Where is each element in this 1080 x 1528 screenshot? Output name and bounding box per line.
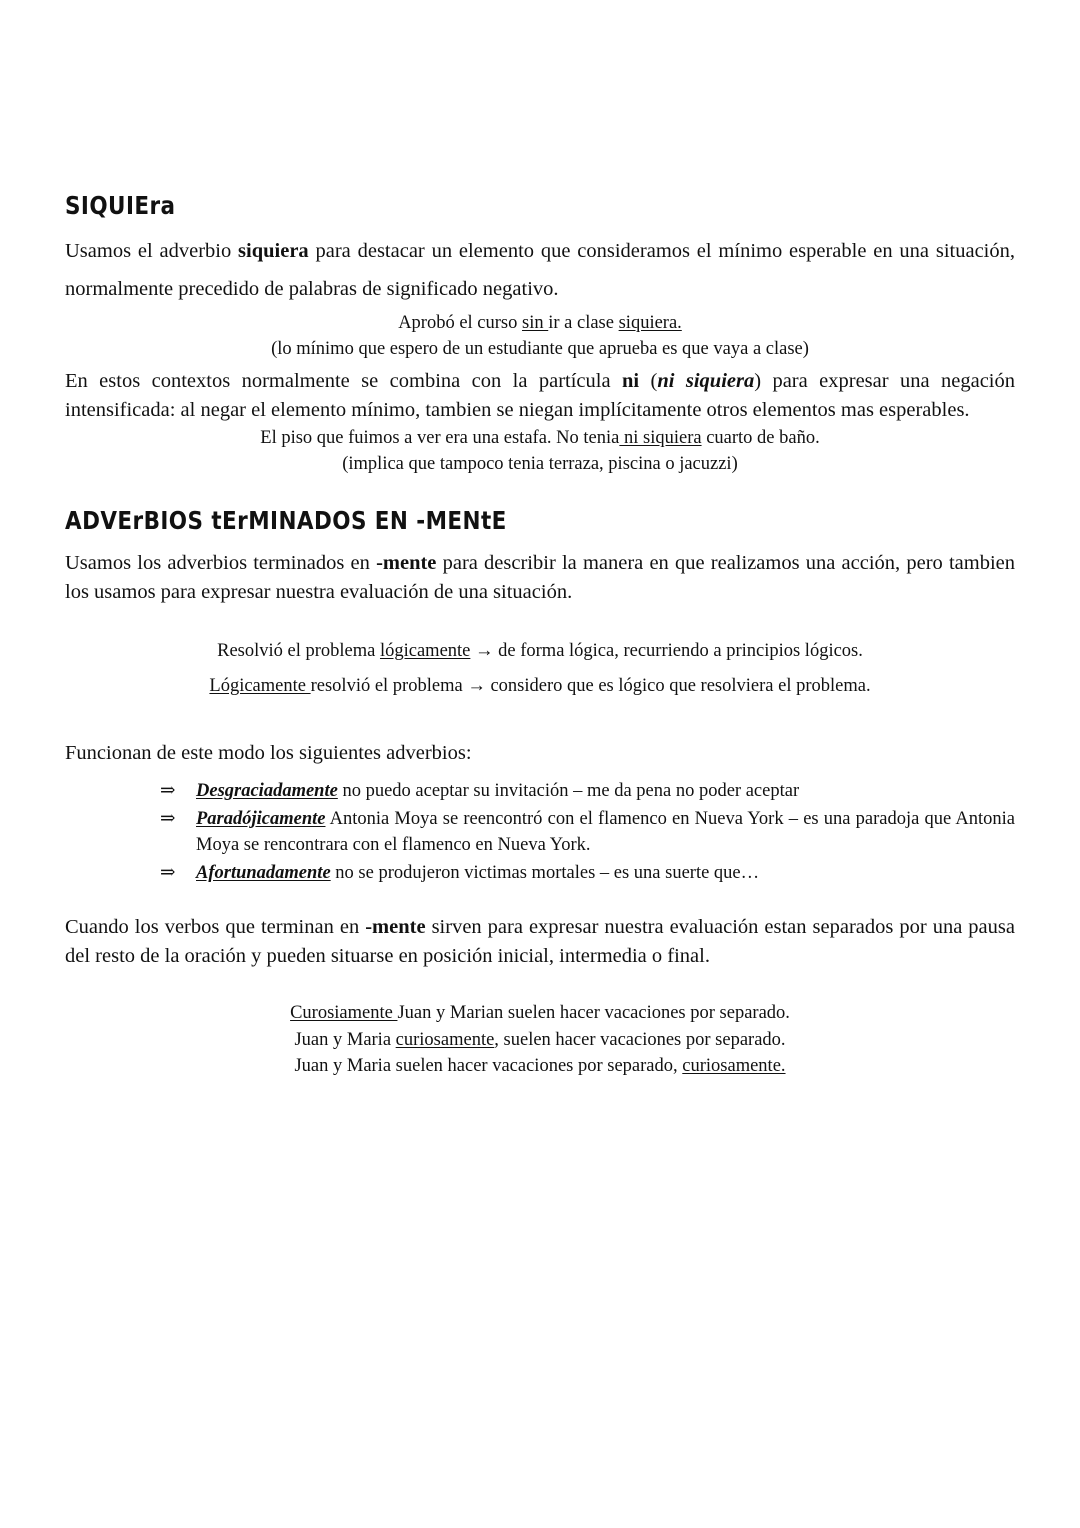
text: para destacar un elemento que consideramos el mínimo esperable en una situación, normalmente precedido de palabras de significado negativo. bbox=[65, 240, 1015, 300]
text: Usamos el adverbio bbox=[65, 240, 239, 262]
underlined-word: lógicamente bbox=[379, 641, 471, 661]
bold-italic-term: ni siquiera bbox=[657, 370, 755, 392]
paragraph-list-intro: Funcionan de este modo los siguientes adverbios: bbox=[65, 742, 472, 764]
text: ir a clase bbox=[548, 313, 619, 333]
underlined-word: siquiera. bbox=[618, 313, 682, 333]
paragraph-ni-siquiera bbox=[65, 367, 1015, 425]
example-sentence bbox=[65, 1000, 1015, 1027]
text: Usamos los adverbios terminados en bbox=[65, 552, 377, 574]
underlined-word: Lógicamente bbox=[209, 676, 311, 696]
paragraph-mente-definition bbox=[65, 549, 1015, 607]
paragraph-siquiera-definition bbox=[65, 232, 1015, 308]
list-item bbox=[160, 806, 1015, 858]
text: En estos contextos normalmente se combina con la partícula bbox=[65, 370, 622, 392]
example-sentence bbox=[65, 669, 1015, 704]
text: ( bbox=[639, 370, 658, 392]
example-block-1 bbox=[65, 310, 1015, 362]
bold-term: ni bbox=[622, 370, 640, 392]
list-item-text bbox=[196, 860, 1015, 886]
arrow-right-icon: → bbox=[470, 641, 499, 661]
list-item-text bbox=[196, 778, 1015, 804]
double-arrow-icon: ⇒ bbox=[160, 863, 176, 883]
text: para describir la manera en que realizamos una acción, pero tambien los usamos para expresar nuestra evaluación de una situación. bbox=[65, 552, 1015, 603]
underlined-word: ni siquiera bbox=[619, 428, 702, 448]
text: considero que es lógico que resolviera el problema. bbox=[490, 676, 871, 696]
keyword: Afortunadamente bbox=[196, 863, 331, 883]
list-item bbox=[160, 860, 1015, 886]
underlined-word: curiosamente bbox=[395, 1029, 495, 1050]
example-note: (lo mínimo que espero de un estudiante que aprueba es que vaya a clase) bbox=[271, 339, 809, 359]
adverb-list bbox=[160, 778, 1015, 886]
keyword: Desgraciadamente bbox=[196, 781, 338, 801]
text: Cuando los verbos que terminan en bbox=[65, 916, 366, 938]
underlined-word: sin bbox=[522, 313, 549, 333]
example-sentence bbox=[65, 425, 1015, 451]
text: Juan y Marian suelen hacer vacaciones por separado. bbox=[397, 1003, 790, 1023]
bold-term: siquiera bbox=[238, 240, 309, 262]
keyword: Paradójicamente bbox=[196, 809, 326, 829]
text: ) para expresar una negación intensificada: al negar el elemento mínimo, tambien se niegan implícitamente otros elementos mas esperables. bbox=[65, 370, 1015, 421]
underlined-word: curiosamente. bbox=[682, 1056, 786, 1076]
section-title-adverbios-mente: ADVErBIOS tErMINADOS EN -MENtE bbox=[65, 506, 507, 535]
list-item bbox=[160, 778, 1015, 804]
text: Aprobó el curso bbox=[398, 313, 523, 333]
example-sentence bbox=[65, 1053, 1015, 1080]
bold-term: -mente bbox=[365, 916, 426, 938]
underlined-word: Curosiamente bbox=[290, 1003, 398, 1023]
text: cuarto de baño. bbox=[701, 428, 820, 448]
text: de forma lógica, recurriendo a principios lógicos. bbox=[498, 641, 863, 661]
arrow-right-icon: → bbox=[462, 676, 491, 696]
text: sirven para expresar nuestra evaluación estan separados por una pausa del resto de la oración y pueden situarse en posición inicial, intermedia o final. bbox=[65, 916, 1015, 967]
example-sentence bbox=[65, 310, 1015, 336]
example-block-2 bbox=[65, 425, 1015, 477]
text: , suelen hacer vacaciones por separado. bbox=[494, 1029, 786, 1050]
paragraph-position bbox=[65, 913, 1015, 971]
text: no se produjeron victimas mortales – es una suerte que… bbox=[330, 863, 760, 883]
text: Juan y Maria suelen hacer vacaciones por separado, bbox=[294, 1056, 683, 1076]
example-note: (implica que tampoco tenia terraza, piscina o jacuzzi) bbox=[342, 454, 738, 474]
example-sentence bbox=[65, 1027, 1015, 1054]
list-item-text bbox=[196, 806, 1015, 858]
bold-term: -mente bbox=[376, 552, 437, 574]
text: El piso que fuimos a ver era una estafa. No tenia bbox=[260, 428, 620, 448]
text: resolvió el problema bbox=[310, 676, 463, 696]
example-block-3 bbox=[65, 634, 1015, 704]
double-arrow-icon: ⇒ bbox=[160, 809, 176, 829]
text: Resolvió el problema bbox=[217, 641, 380, 661]
section-title-siquiera: SIQUIEra bbox=[65, 191, 176, 220]
example-block-4 bbox=[65, 1000, 1015, 1080]
text: Antonia Moya se reencontró con el flamenco en Nueva York – es una paradoja que Antonia Moya se rencontrara con el flamenco en Nueva York. bbox=[196, 809, 1015, 855]
example-sentence bbox=[65, 634, 1015, 669]
text: no puedo aceptar su invitación – me da pena no poder aceptar bbox=[337, 781, 800, 801]
double-arrow-icon: ⇒ bbox=[160, 781, 176, 801]
text: Juan y Maria bbox=[294, 1029, 396, 1050]
